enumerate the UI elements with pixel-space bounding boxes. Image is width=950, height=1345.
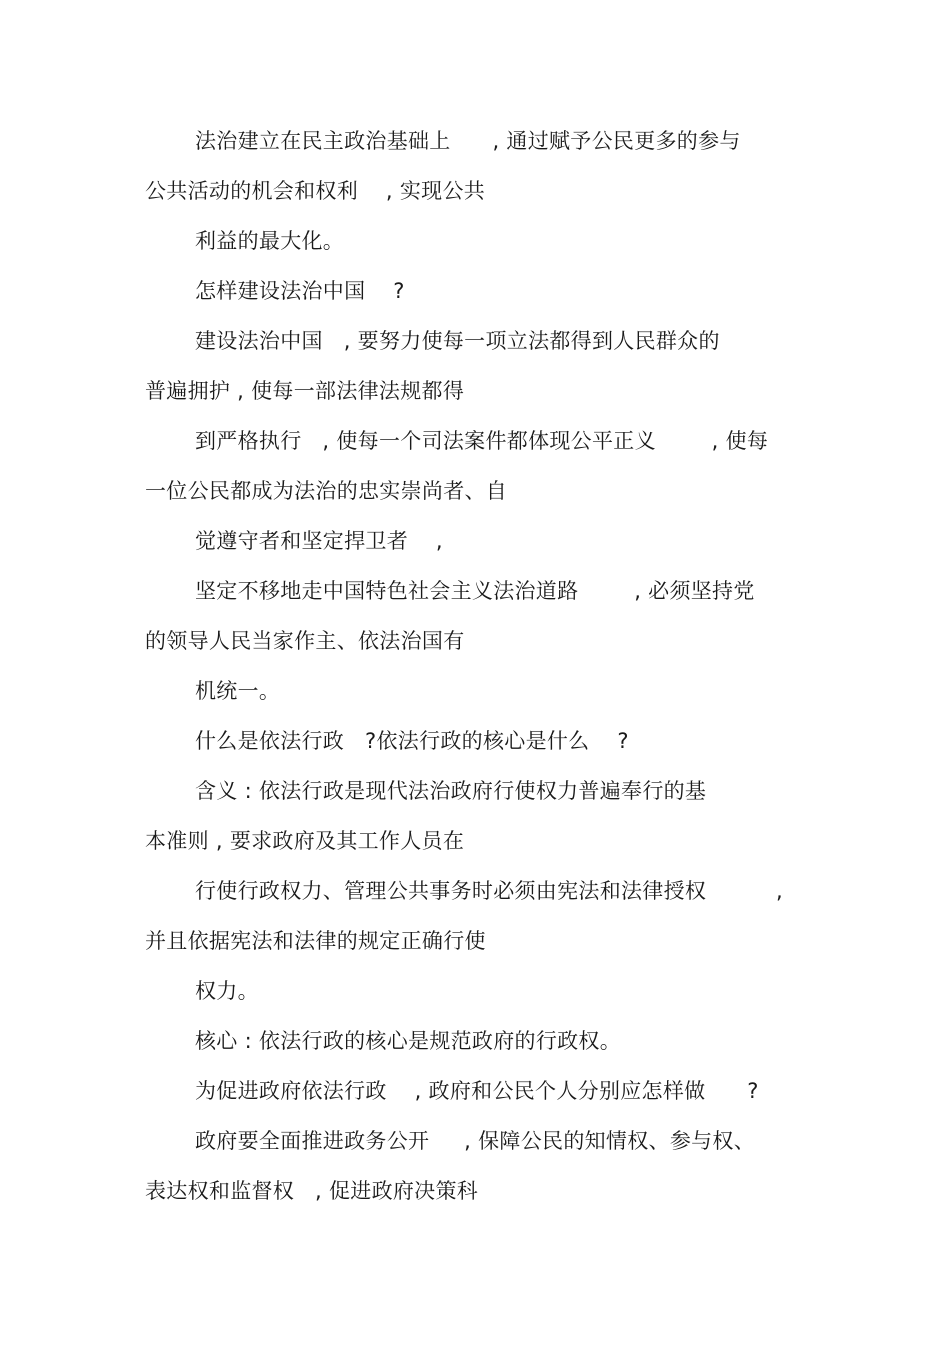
text-line: 觉遵守者和坚定捍卫者 , (195, 529, 443, 553)
text-line: 本准则 , 要求政府及其工作人员在 (145, 829, 465, 853)
text-line: 什么是依法行政 ?依法行政的核心是什么 ? (195, 729, 629, 753)
text-line: 行使行政权力、管理公共事务时必须由宪法和法律授权 , (195, 879, 783, 903)
text-line: 机统一。 (195, 679, 281, 703)
text-line: 法治建立在民主政治基础上 , 通过赋予公民更多的参与 (195, 129, 741, 153)
text-line: 核心 : 依法行政的核心是规范政府的行政权。 (195, 1029, 622, 1053)
text-line: 普遍拥护 , 使每一部法律法规都得 (145, 379, 465, 403)
text-line: 坚定不移地走中国特色社会主义法治道路 , 必须坚持党 (195, 579, 755, 603)
text-line: 并且依据宪法和法律的规定正确行使 (145, 929, 486, 953)
text-line: 公共活动的机会和权利 , 实现公共 (145, 179, 486, 203)
text-line: 的领导人民当家作主、依法治国有 (145, 629, 465, 653)
text-line: 利益的最大化。 (195, 229, 345, 253)
text-line: 权力。 (195, 979, 259, 1003)
text-line: 表达权和监督权 , 促进政府决策科 (145, 1179, 479, 1203)
text-line: 含义 : 依法行政是现代法治政府行使权力普遍奉行的基 (195, 779, 707, 803)
text-line: 建设法治中国 , 要努力使每一项立法都得到人民群众的 (195, 329, 720, 353)
text-line: 一位公民都成为法治的忠实崇尚者、自 (145, 479, 508, 503)
text-line: 到严格执行 , 使每一个司法案件都体现公平正义 , 使每 (195, 429, 769, 453)
text-line: 政府要全面推进政务公开 , 保障公民的知情权、参与权、 (195, 1129, 756, 1153)
text-line: 为促进政府依法行政 , 政府和公民个人分别应怎样做 ? (195, 1079, 759, 1103)
text-line: 怎样建设法治中国 ? (195, 279, 405, 303)
